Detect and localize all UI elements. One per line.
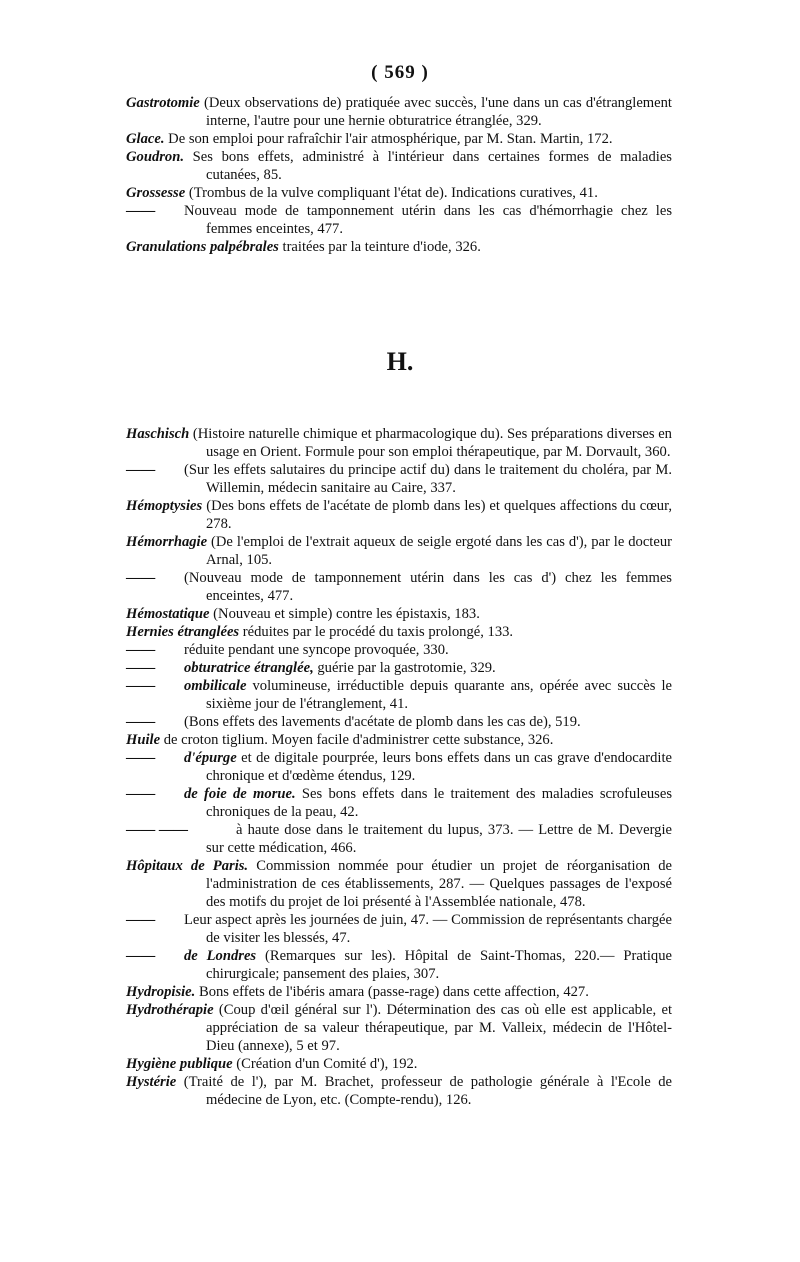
index-entry (126, 1055, 672, 1073)
index-text: (Remarques sur les). Hôpital de Saint-Thomas, 220.— Pratique chirurgicale; pansement des plaies, 307. (206, 948, 672, 982)
index-entry (126, 605, 672, 623)
index-term: Hydrothérapie (126, 1002, 214, 1018)
ditto-dash: —— (126, 462, 156, 478)
index-term: de Londres (184, 948, 257, 964)
index-text: (Sur les effets salutaires du principe actif du) dans le traitement du choléra, par M. Willemin, médecin sanitaire au Caire, 337. (184, 462, 672, 496)
index-entry (126, 425, 672, 461)
index-text: (Nouveau mode de tamponnement utérin dans les cas d') chez les femmes enceintes, 477. (184, 570, 672, 604)
g-entries-section (0, 94, 800, 256)
index-entry (126, 461, 672, 497)
index-entry (126, 623, 672, 641)
index-text: (Trombus de la vulve compliquant l'état de). Indications curatives, 41. (188, 185, 598, 201)
index-entry (126, 983, 672, 1001)
index-text: (Coup d'œil général sur l'). Détermination des cas où elle est applicable, et appréciation de sa valeur thérapeutique, par M. Valleix, médecin de l'Hôtel-Dieu (annexe), 5 et 97. (206, 1002, 672, 1054)
index-entry (126, 641, 672, 659)
index-term: Gastrotomie (126, 95, 200, 111)
index-term: Haschisch (126, 426, 190, 442)
ditto-dash: —— (126, 912, 156, 928)
ditto-dash: —— (126, 570, 156, 586)
index-entry (126, 659, 672, 677)
index-entry (126, 497, 672, 533)
index-text: (De l'emploi de l'extrait aqueux de seigle ergoté dans les cas d'), par le docteur Arnal, 105. (206, 534, 672, 568)
ditto-dash: —— (126, 750, 156, 766)
index-entry (126, 202, 672, 238)
index-term: Hôpitaux de Paris. (126, 858, 249, 874)
page-number: ( 569 ) (371, 62, 429, 83)
index-text: De son emploi pour rafraîchir l'air atmosphérique, par M. Stan. Martin, 172. (168, 131, 613, 147)
index-text: (Deux observations de) pratiquée avec succès, l'une dans un cas d'étranglement interne, l'autre pour une hernie obturatrice étranglée, 329. (204, 95, 672, 129)
ditto-dash: —— (126, 203, 156, 219)
index-entry (126, 749, 672, 785)
index-term: obturatrice étranglée, (184, 660, 314, 676)
index-term: Hémostatique (126, 606, 210, 622)
index-term: ombilicale (184, 678, 247, 694)
index-text: (Nouveau et simple) contre les épistaxis, 183. (213, 606, 480, 622)
index-entry (126, 184, 672, 202)
index-text: volumineuse, irréductible depuis quarante ans, opérée avec succès le sixième jour de l'étranglement, 41. (206, 678, 672, 712)
ditto-dash: —— (126, 678, 156, 694)
index-entry (126, 731, 672, 749)
index-text: réduites par le procédé du taxis prolongé, 133. (242, 624, 514, 640)
index-text: (Création d'un Comité d'), 192. (236, 1056, 418, 1072)
index-term: Grossesse (126, 185, 186, 201)
index-entry (126, 857, 672, 911)
index-text: et de digitale pourprée, leurs bons effets dans un cas grave d'endocardite chronique et d'œdème étendus, 129. (206, 750, 672, 784)
index-entry (126, 821, 672, 857)
h-entries-section (0, 425, 800, 1109)
index-term: Hydropisie. (126, 984, 196, 1000)
index-text: traitées par la teinture d'iode, 326. (282, 239, 481, 255)
ditto-dash: —— (126, 660, 156, 676)
index-term: Huile (126, 732, 161, 748)
index-entry (126, 130, 672, 148)
index-entry (126, 785, 672, 821)
index-term: Hémoptysies (126, 498, 203, 514)
index-text: Nouveau mode de tamponnement utérin dans les cas d'hémorrhagie chez les femmes enceintes, 477. (184, 203, 672, 237)
index-term: Goudron. (126, 149, 184, 165)
index-text: à haute dose dans le traitement du lupus, 373. — Lettre de M. Devergie sur cette médication, 466. (206, 822, 672, 856)
index-text: guérie par la gastrotomie, 329. (317, 660, 496, 676)
index-entry (126, 1001, 672, 1055)
index-text: Ses bons effets, administré à l'intérieur dans certaines formes de maladies cutanées, 85. (192, 149, 672, 183)
index-entry (126, 533, 672, 569)
ditto-dash: —— (126, 786, 156, 802)
index-entry (126, 94, 672, 130)
index-text: Leur aspect après les journées de juin, 47. — Commission de représentants chargée de visiter les blessés, 47. (184, 912, 672, 946)
index-entry (126, 677, 672, 713)
index-entry (126, 947, 672, 983)
index-term: Glace. (126, 131, 165, 147)
ditto-dash: —— (126, 642, 156, 658)
index-text: (Des bons effets de l'acétate de plomb dans les) et quelques affections du cœur, 278. (206, 498, 672, 532)
index-text: réduite pendant une syncope provoquée, 330. (184, 642, 449, 658)
index-entry (126, 148, 672, 184)
index-entry (126, 713, 672, 731)
index-text: (Histoire naturelle chimique et pharmacologique du). Ses préparations diverses en usage en Orient. Formule pour son emploi thérapeutique, par M. Dorvault, 360. (192, 426, 672, 460)
index-text: Ses bons effets dans le traitement des maladies scrofuleuses chroniques de la peau, 42. (206, 786, 672, 820)
index-term: Hernies étranglées (126, 624, 240, 640)
index-entry (126, 1073, 673, 1109)
section-letter: H. (386, 347, 414, 376)
index-term: Hystérie (126, 1074, 177, 1090)
ditto-dash: —— (126, 948, 156, 964)
index-text: Bons effets de l'ibéris amara (passe-rage) dans cette affection, 427. (198, 984, 589, 1000)
index-text: Commission nommée pour étudier un projet de réorganisation de l'administration de ces établissements, 287. — Quelques passages de l'exposé des motifs du projet de loi présenté à l'Assemblée nationale, 478. (206, 858, 672, 910)
index-text: (Bons effets des lavements d'acétate de plomb dans les cas de), 519. (184, 714, 581, 730)
index-term: Hygiène publique (126, 1056, 233, 1072)
index-term: Granulations palpébrales (126, 239, 279, 255)
index-entry (126, 569, 672, 605)
index-text: de croton tiglium. Moyen facile d'administrer cette substance, 326. (163, 732, 554, 748)
index-text: (Traité de l'), par M. Brachet, professeur de pathologie générale à l'Ecole de médecine de Lyon, etc. (Compte-rendu), 126. (183, 1074, 673, 1108)
index-term: de foie de morue. (184, 786, 296, 802)
index-entry (126, 238, 672, 256)
ditto-dash: —— (126, 714, 156, 730)
ditto-dash: —— —— (126, 822, 189, 838)
index-term: d'épurge (184, 750, 237, 766)
index-term: Hémorrhagie (126, 534, 208, 550)
index-entry (126, 911, 672, 947)
